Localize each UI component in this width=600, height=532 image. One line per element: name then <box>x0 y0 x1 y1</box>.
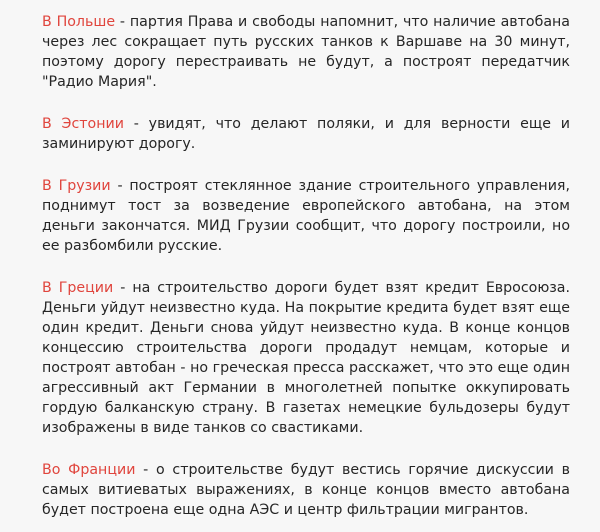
text-content <box>42 12 570 532</box>
country-label-poland: В Польше <box>42 14 116 30</box>
country-label-georgia: В Грузии <box>42 178 111 194</box>
paragraph-text-greece: - на строительство дороги будет взят кредит Евросоюза. Деньги уйдут неизвестно куда. На покрытие кредита будет взят еще один кредит. Деньги снова уйдут неизвестно куда. В конце концов концессию строительства дороги продадут немцам, которые и построят автобан - но греческая пресса расскажет, что это еще один агрессивный акт Германии в многолетней попытке оккупировать гордую балканскую страну. В газетах немецкие бульдозеры будут изображены в виде танков со свастиками. <box>42 280 571 436</box>
paragraph-poland <box>42 12 570 92</box>
country-label-greece: В Греции <box>42 280 114 296</box>
paragraph-text-georgia: - построят стеклянное здание строительного управления, поднимут тост за возведение европейского автобана, на этом деньги закончатся. МИД Грузии сообщит, что дорогу построили, но ее разбомбили русские. <box>42 178 570 254</box>
paragraph-text-poland: - партия Права и свободы напомнит, что наличие автобана через лес сокращает путь русских танков к Варшаве на 30 минут, поэтому дорогу перестраивать не будут, а построят передатчик "Радио Мария". <box>42 14 570 90</box>
country-label-estonia: В Эстонии <box>42 116 124 132</box>
paragraph-text-france: - о строительстве будут вестись горячие дискуссии в самых витиеватых выражениях, в конце концов вместо автобана будет построена еще одна АЭС и центр фильтрации мигрантов. <box>42 462 570 518</box>
paragraph-france <box>42 460 570 520</box>
paragraph-georgia <box>42 176 570 256</box>
paragraph-greece <box>42 278 570 438</box>
paragraph-estonia <box>42 114 570 154</box>
country-label-france: Во Франции <box>42 462 136 478</box>
paragraph-text-estonia: - увидят, что делают поляки, и для верности еще и заминируют дорогу. <box>42 116 570 152</box>
